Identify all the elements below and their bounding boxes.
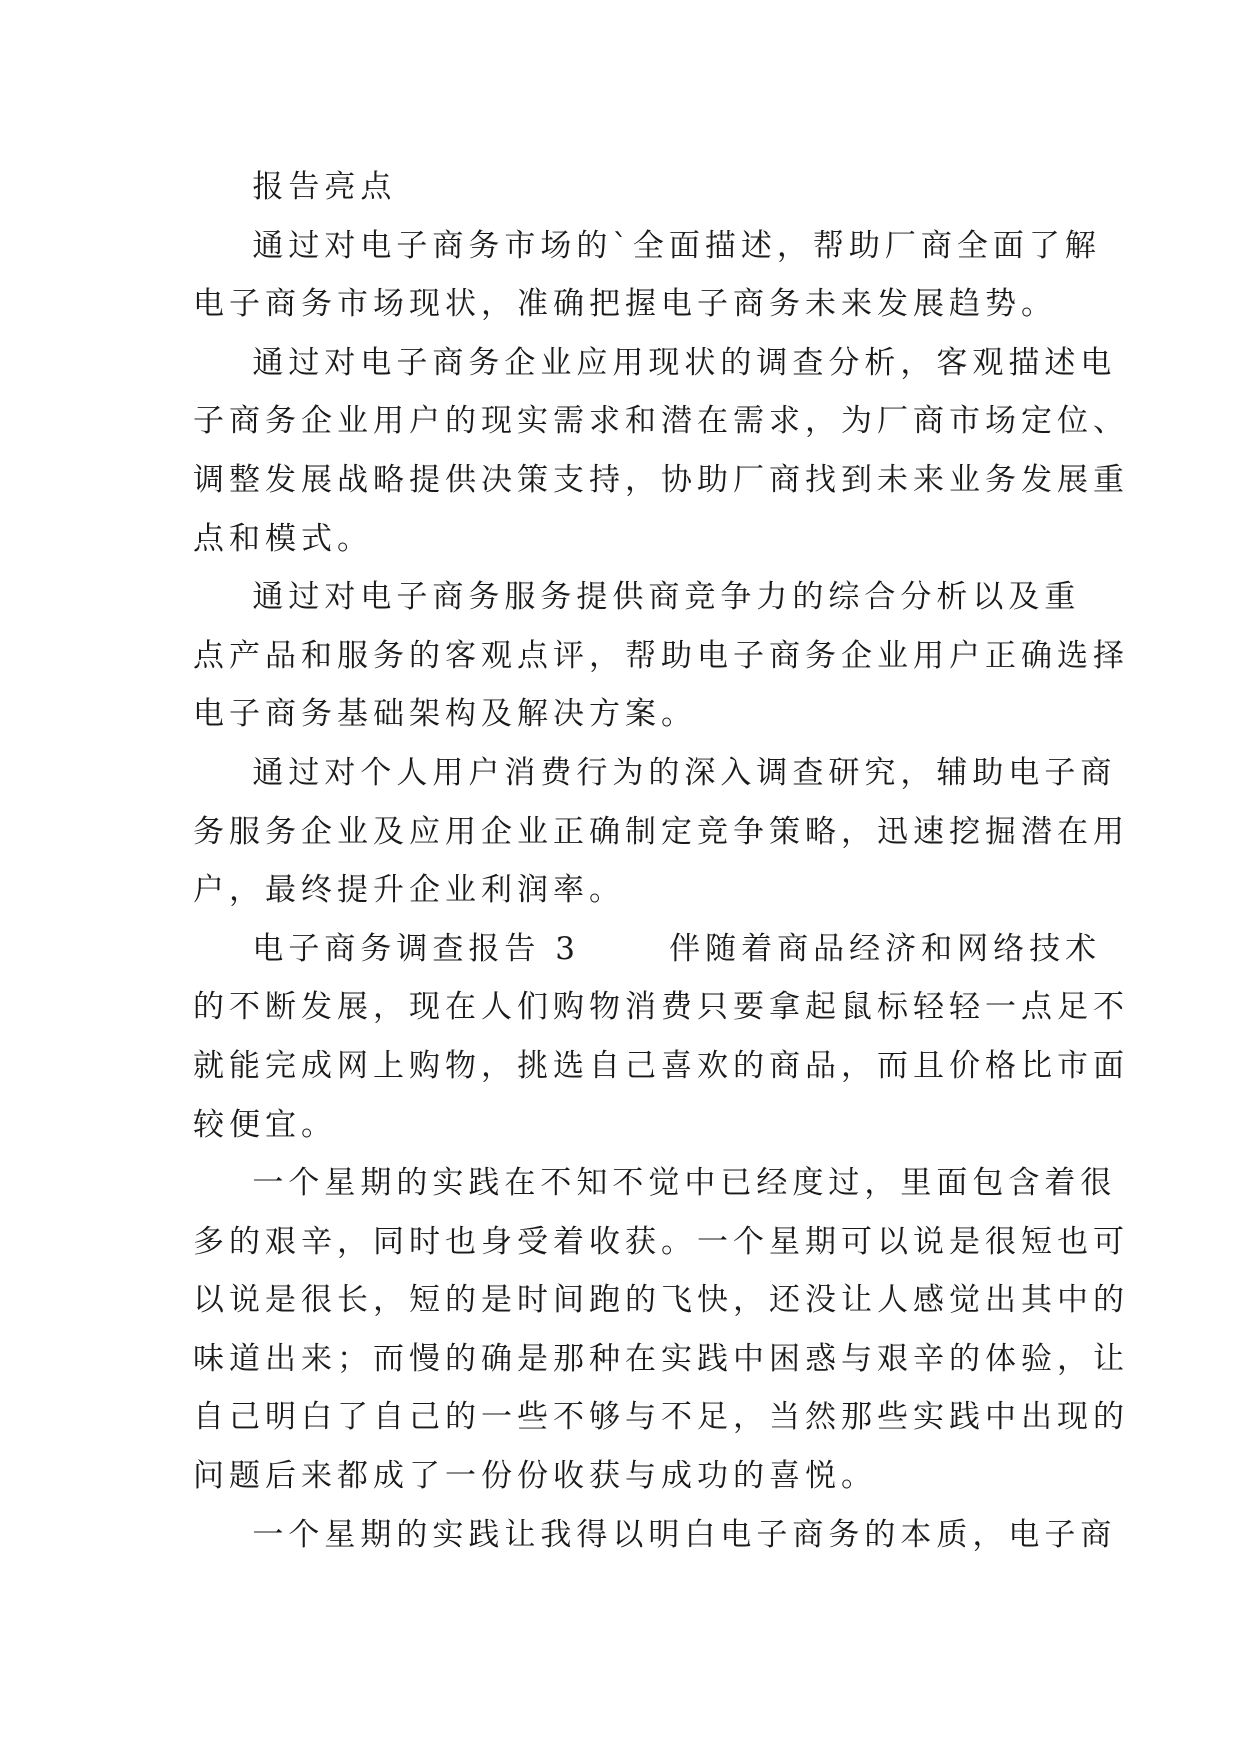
text-line: 报告亮点	[193, 169, 397, 205]
text-line: 多的艰辛，同时也身受着收获。一个星期可以说是很短也可	[193, 1223, 1129, 1260]
text-line: 通过对电子商务市场的`全面描述，帮助厂商全面了解	[193, 227, 1101, 264]
text-line: 就能完成网上购物，挑选自己喜欢的商品，而且价格比市面	[193, 1047, 1129, 1084]
text-line: 一个星期的实践让我得以明白电子商务的本质，电子商	[193, 1516, 1117, 1553]
text-line: 户，最终提升企业利润率。	[193, 872, 625, 909]
text-line: 调整发展战略提供决策支持，协助厂商找到未来业务发展重	[193, 461, 1129, 498]
text-line: 点和模式。	[193, 520, 373, 557]
text-line: 较便宜。	[193, 1106, 337, 1143]
text-line: 味道出来；而慢的确是那种在实践中困惑与艰辛的体验，让	[193, 1340, 1129, 1377]
text-line: 务服务企业及应用企业正确制定竞争策略，迅速挖掘潜在用	[193, 813, 1129, 850]
text-line: 通过对电子商务服务提供商竞争力的综合分析以及重	[193, 579, 1081, 616]
text-line: 的不断发展，现在人们购物消费只要拿起鼠标轻轻一点足不	[193, 989, 1129, 1026]
text-line: 通过对个人用户消费行为的深入调查研究，辅助电子商	[193, 754, 1117, 791]
document-body	[193, 158, 1129, 1564]
text-line: 电子商务调查报告 3 伴随着商品经济和网络技术	[193, 930, 1102, 967]
text-line: 问题后来都成了一份份收获与成功的喜悦。	[193, 1458, 877, 1495]
text-line: 点产品和服务的客观点评，帮助电子商务企业用户正确选择	[193, 637, 1129, 674]
text-line: 电子商务基础架构及解决方案。	[193, 696, 697, 733]
text-line: 子商务企业用户的现实需求和潜在需求，为厂商市场定位、	[193, 403, 1129, 440]
text-line: 电子商务市场现状，准确把握电子商务未来发展趋势。	[193, 286, 1057, 323]
text-line: 通过对电子商务企业应用现状的调查分析，客观描述电	[193, 344, 1117, 381]
text-line: 自己明白了自己的一些不够与不足，当然那些实践中出现的	[193, 1399, 1129, 1436]
text-line: 一个星期的实践在不知不觉中已经度过，里面包含着很	[193, 1165, 1117, 1202]
text-line: 以说是很长，短的是时间跑的飞快，还没让人感觉出其中的	[193, 1282, 1129, 1319]
